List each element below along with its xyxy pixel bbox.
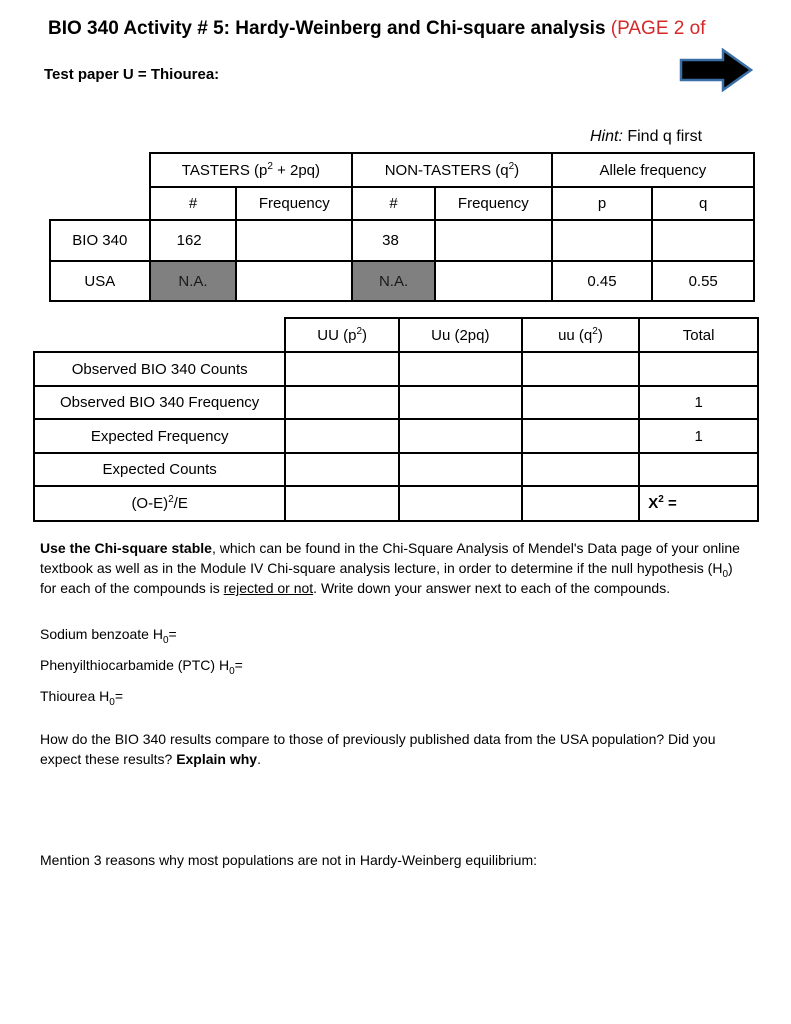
table-row (34, 419, 758, 453)
uu-homozygous-recessive-cell[interactable] (522, 352, 640, 386)
table-header-row (34, 318, 758, 352)
nontasters-header: NON-TASTERS $(q^2)$ (352, 153, 552, 187)
question-reasons: Mention 3 reasons why most populations are not in Hardy-Weinberg equilibrium: (40, 852, 537, 868)
tasters-frequency-header: Frequency (236, 187, 352, 220)
nontasters-count-header: # (352, 187, 435, 220)
uu-homozygous-recessive-cell[interactable] (522, 453, 640, 486)
uu-homozygous-dominant-header: UU $(p^2)$ (285, 318, 399, 352)
row-label: Expected Frequency (34, 419, 285, 453)
empty-corner (34, 318, 285, 352)
page-subtitle: Test paper U = Thiourea: (44, 66, 220, 83)
right-arrow-icon[interactable] (679, 48, 753, 92)
row-label: Observed BIO 340 Frequency (34, 386, 285, 419)
tasters-frequency-cell[interactable] (236, 220, 352, 261)
q-header: q (652, 187, 754, 220)
compound-ptc[interactable]: Phenyilthiocarbamide (PTC) $H_0=$ (40, 657, 243, 677)
compound-sodium-benzoate[interactable]: Sodium benzoate $H_0=$ (40, 626, 177, 646)
p-cell[interactable] (552, 220, 653, 261)
uu-homozygous-recessive-cell[interactable] (522, 419, 640, 453)
chi-square-table (33, 317, 759, 522)
tasters-count-header: # (150, 187, 237, 220)
uu-heterozygous-cell[interactable] (399, 352, 522, 386)
instructions-paragraph: Use the Chi-square stable, which can be found in the Chi-Square Analysis of Mendel's Data page of your online textbook as well as in the Module IV Chi-square analysis lecture, in order to determine if the null hypothesis $(H_0)$ for each of the compounds is rejected or not. Write down your answer next to each of the compounds. (40, 540, 740, 596)
uu-homozygous-dominant-cell[interactable] (285, 386, 399, 419)
uu-heterozygous-cell[interactable] (399, 486, 522, 521)
p-header: p (552, 187, 653, 220)
allele-frequency-header: Allele frequency (552, 153, 754, 187)
nontasters-count-cell[interactable]: 38 (352, 220, 435, 261)
table-header-row (50, 153, 754, 187)
nontasters-count-cell: N.A. (352, 261, 435, 301)
uu-homozygous-dominant-cell[interactable] (285, 486, 399, 521)
uu-heterozygous-cell[interactable] (399, 386, 522, 419)
empty-corner (50, 187, 150, 220)
total-header: Total (639, 318, 758, 352)
table-row (34, 352, 758, 386)
q-cell: 0.55 (652, 261, 754, 301)
table-row (50, 220, 754, 261)
uu-heterozygous-cell[interactable] (399, 419, 522, 453)
uu-homozygous-dominant-cell[interactable] (285, 352, 399, 386)
tasters-count-cell[interactable]: 162 (150, 220, 237, 261)
tasters-frequency-cell[interactable] (236, 261, 352, 301)
total-cell[interactable] (639, 352, 758, 386)
table-row (34, 386, 758, 419)
nontasters-frequency-cell[interactable] (435, 220, 552, 261)
row-label: Observed BIO 340 Counts (34, 352, 285, 386)
hint-label: Hint: (590, 128, 623, 145)
row-label: USA (50, 261, 150, 301)
tasters-header: TASTERS $(p^2 + 2pq)$ (150, 153, 353, 187)
row-label: BIO 340 (50, 220, 150, 261)
row-label: Expected Counts (34, 453, 285, 486)
hint-text (590, 128, 702, 146)
uu-homozygous-dominant-cell[interactable] (285, 453, 399, 486)
uu-homozygous-dominant-cell[interactable] (285, 419, 399, 453)
title-main: BIO 340 Activity # 5: Hardy-Weinberg and Chi-square analysis (48, 18, 611, 39)
hint-body: Find q first (622, 128, 703, 145)
total-cell: 1 (639, 419, 758, 453)
uu-homozygous-recessive-header: uu $(q^2)$ (522, 318, 640, 352)
allele-frequency-table (49, 152, 755, 302)
table-row (34, 453, 758, 486)
compound-thiourea[interactable]: Thiourea $H_0=$ (40, 688, 124, 708)
q-cell[interactable] (652, 220, 754, 261)
title-page-indicator: (PAGE 2 of (610, 18, 706, 39)
nontasters-frequency-header: Frequency (435, 187, 552, 220)
table-row (34, 486, 758, 521)
row-label: $(O-E)^2/E$ (34, 486, 285, 521)
total-cell: 1 (639, 386, 758, 419)
tasters-count-cell: N.A. (150, 261, 237, 301)
total-cell[interactable] (639, 453, 758, 486)
empty-corner (50, 153, 150, 187)
question-compare: How do the BIO 340 results compare to those of previously published data from the USA population? Did you expect these results? Explain why. (40, 731, 716, 767)
table-row (50, 261, 754, 301)
page-title (48, 18, 705, 40)
chi-square-total-cell[interactable]: $X^2$ = (639, 486, 758, 521)
uu-heterozygous-header: Uu (2pq) (399, 318, 522, 352)
p-cell: 0.45 (552, 261, 653, 301)
uu-homozygous-recessive-cell[interactable] (522, 486, 640, 521)
table-subheader-row (50, 187, 754, 220)
nontasters-frequency-cell[interactable] (435, 261, 552, 301)
uu-heterozygous-cell[interactable] (399, 453, 522, 486)
uu-homozygous-recessive-cell[interactable] (522, 386, 640, 419)
